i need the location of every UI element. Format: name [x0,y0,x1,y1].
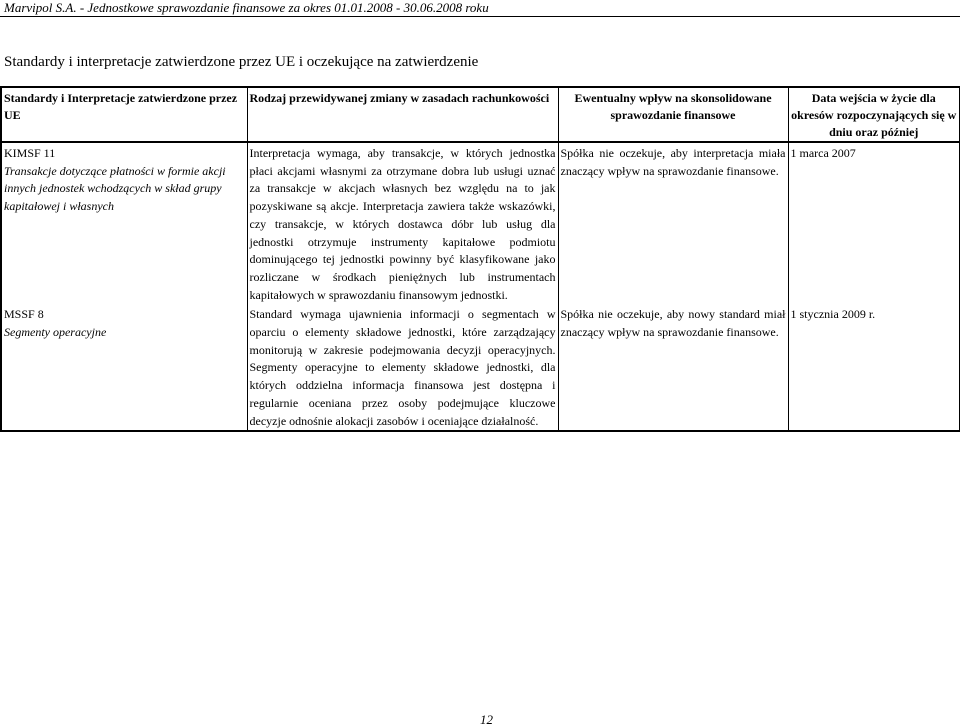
standard-cell [1,142,247,304]
column-header-impact: Ewentualny wpływ na skonsolidowane sprawozdanie finansowe [558,87,788,142]
column-header-standard: Standardy i Interpretacje zatwierdzone przez UE [1,87,247,142]
standard-name: KIMSF 11 [4,146,56,160]
standards-table [0,86,960,432]
standard-cell [1,304,247,431]
table-row [1,142,960,304]
column-header-effective-date: Data wejścia w życie dla okresów rozpoczynających się w dniu oraz później [788,87,960,142]
change-description: Interpretacja wymaga, aby transakcje, w których jednostka płaci akcjami własnymi za otrzymane dobra lub usługi uznać za transakcje w akcjach własnych bez względu na to jak pozyskiwane są akcje. Interpretacja zawiera także wskazówki, czy transakcje, w których dostawca dóbr lub usług dla jednostki otrzymuje instrumenty kapitałowe podmiotu dominującego tej jednostki powinny być klasyfikowane jako rozliczane w środkach pieniężnych lub instrumentach kapitałowych w sprawozdaniu finansowym jednostki. [247,142,558,304]
page-number: 12 [480,712,493,727]
impact-description: Spółka nie oczekuje, aby interpretacja miała znaczący wpływ na sprawozdanie finansowe. [558,142,788,304]
document-header: Marvipol S.A. - Jednostkowe sprawozdanie finansowe za okres 01.01.2008 - 30.06.2008 roku [4,0,489,15]
standard-name: MSSF 8 [4,307,44,322]
standard-subject: Transakcje dotyczące płatności w formie akcji innych jednostek wchodzących w skład grupy kapitałowej i własnych [4,163,226,214]
table-header-row [1,87,960,142]
impact-description: Spółka nie oczekuje, aby nowy standard miał znaczący wpływ na sprawozdanie finansowe. [558,304,788,431]
table-row [1,304,960,431]
effective-date: 1 stycznia 2009 r. [788,304,960,431]
standard-subject: Segmenty operacyjne [4,325,107,340]
header-divider [0,16,960,17]
effective-date: 1 marca 2007 [788,142,960,304]
change-description: Standard wymaga ujawnienia informacji o segmentach w oparciu o elementy składowe jednostki, które zarządzający monitorują w zakresie podejmowania decyzji operacyjnych. Segmenty operacyjne to elementy składowe jednostki, dla których oddzielna informacja finansowa jest dostępna i regularnie oceniana przez osoby podejmujące kluczowe decyzje odnośnie alokacji zasobów i oceniające działalność. [247,304,558,431]
column-header-change: Rodzaj przewidywanej zmiany w zasadach rachunkowości [247,87,558,142]
section-title: Standardy i interpretacje zatwierdzone przez UE i oczekujące na zatwierdzenie [4,54,479,70]
